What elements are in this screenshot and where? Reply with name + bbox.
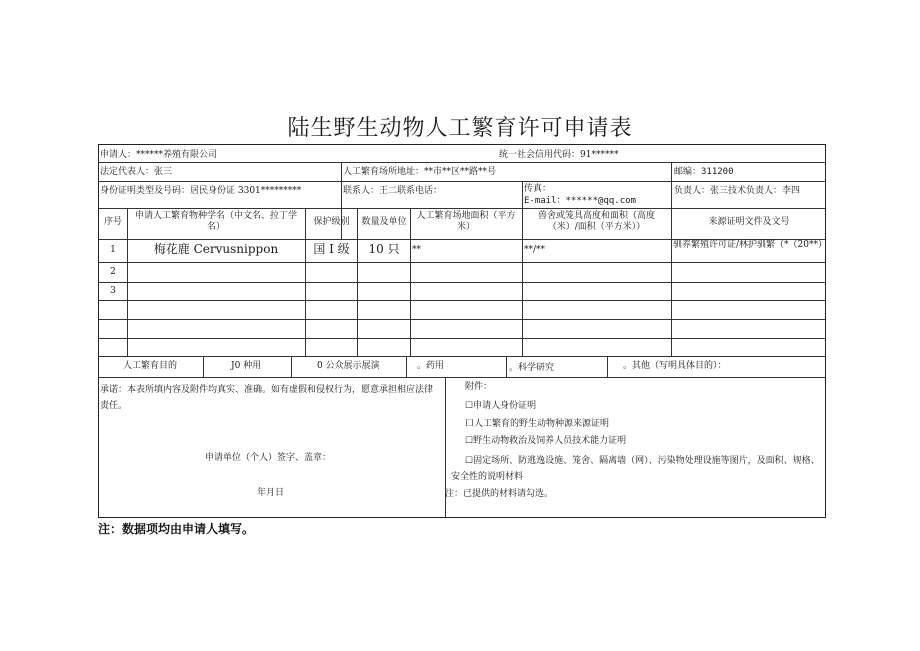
attachment-staff-capability[interactable]: ☐野生动物救治及饲养人员技术能力证明 xyxy=(465,436,627,446)
row1-quantity: 10 只 xyxy=(368,242,400,256)
col-line xyxy=(203,356,204,377)
row1-enclosure: **/** xyxy=(524,245,546,255)
purpose-research[interactable]: 。科学研究 xyxy=(509,363,555,373)
purpose-medicinal[interactable]: 。药用 xyxy=(417,361,445,371)
site-address: 人工繁育场所地址：**市**区**路**号 xyxy=(343,167,497,177)
row2-no: 2 xyxy=(110,267,116,277)
row1-site-area: ** xyxy=(412,245,421,255)
signature-line: 申请单位（个人）签字、盖章： xyxy=(205,453,332,463)
col-line xyxy=(506,356,507,377)
application-form xyxy=(98,144,826,518)
header-site-area: 人工繁育场地面积（平方米） xyxy=(416,211,516,232)
col-line xyxy=(291,356,292,377)
row-line xyxy=(99,262,825,263)
attachments-label: 附件： xyxy=(465,382,493,392)
col-line xyxy=(127,208,128,357)
row-line xyxy=(99,300,825,301)
row-line xyxy=(99,208,825,209)
date-line: 年月日 xyxy=(257,488,285,498)
header-protection: 保护级别 xyxy=(313,217,350,227)
row1-source: 驯养繁殖许可证/林护驯繁（*（20**） xyxy=(673,240,827,250)
row-line xyxy=(99,319,825,320)
responsible-persons: 负责人：张三技术负责人：李四 xyxy=(674,186,801,196)
col-line xyxy=(406,356,407,377)
attachment-source-proof[interactable]: 口人工繁育的野生动物种源来源证明 xyxy=(465,419,610,429)
legal-representative: 法定代表人：张三 xyxy=(100,167,173,177)
row1-no: 1 xyxy=(110,245,116,255)
col-line xyxy=(357,208,358,357)
commitment-text: 承诺：本表所填内容及附件均真实、准确。如有虚假和侵权行为，愿意承担相应法律责任。 xyxy=(100,385,434,411)
form-title: 陆生野生动物人工繁育许可申请表 xyxy=(287,116,633,141)
purpose-display[interactable]: 0 公众展示展演 xyxy=(317,361,380,371)
row3-no: 3 xyxy=(110,286,116,296)
col-line xyxy=(305,208,306,357)
contacts: 联系人：王二联系电话： xyxy=(343,186,443,196)
header-enclosure: 兽舍或笼具高度和面积（高度（米）/面积（平方米）） xyxy=(537,211,655,232)
credit-code: 统一社会信用代码：91****** xyxy=(499,150,619,160)
attachments-note: 注：已提供的材料请勾选。 xyxy=(445,489,554,499)
row1-species: 梅花鹿 Cervusnippon xyxy=(153,242,279,256)
header-quantity: 数量及单位 xyxy=(361,217,407,227)
applicant: 申请人：******养殖有限公司 xyxy=(100,150,218,160)
header-species: 申请人工繁育物种学名（中文名、拉丁学名） xyxy=(134,211,297,232)
attachment-id-proof[interactable]: ☐申请人身份证明 xyxy=(465,401,537,411)
header-no: 序号 xyxy=(103,217,122,227)
row-line xyxy=(99,282,825,283)
row-line xyxy=(99,338,825,339)
col-line xyxy=(341,181,342,208)
attachment-facility-materials[interactable]: ☐固定场所、防逃逸设施、笼舍、隔离墙（网）、污染物处理设施等图片，及面积、规格、安全性的说明材料 xyxy=(451,456,820,482)
purpose-label: 人工繁育目的 xyxy=(123,361,178,371)
col-line xyxy=(607,356,608,377)
row-line xyxy=(99,377,825,378)
purpose-breeding[interactable]: J0 种用 xyxy=(231,361,262,371)
postcode: 邮编：311200 xyxy=(674,167,734,177)
email: E-mail：******@qq.com xyxy=(524,196,636,206)
col-line xyxy=(671,208,672,357)
row1-protection: 国 I 级 xyxy=(313,242,350,256)
header-source: 来源证明文件及文号 xyxy=(708,217,790,227)
fax: 传真： xyxy=(524,184,552,194)
col-line xyxy=(410,208,411,357)
row-line xyxy=(99,162,825,163)
id-type-number: 身份证明类型及号码：居民身份证 3301********* xyxy=(100,186,302,196)
footer-note: 注：数据项均由申请人填写。 xyxy=(98,522,255,536)
col-line xyxy=(522,208,523,357)
purpose-other[interactable]: 。其他（写明具体目的）： xyxy=(623,361,727,371)
row-line xyxy=(99,356,825,357)
row-line xyxy=(99,181,825,182)
